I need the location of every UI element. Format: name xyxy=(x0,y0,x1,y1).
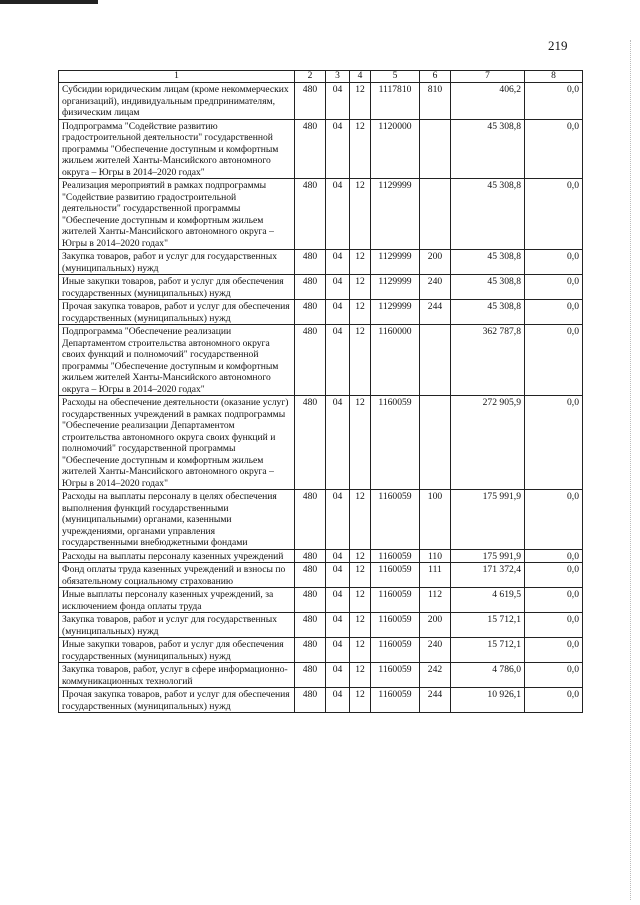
amount-2: 0,0 xyxy=(525,83,583,120)
amount: 45 308,8 xyxy=(451,250,525,275)
column-header-8: 8 xyxy=(525,71,583,83)
code-subsection: 12 xyxy=(350,250,371,275)
amount-2: 0,0 xyxy=(525,663,583,688)
row-name: Прочая закупка товаров, работ и услуг для обеспечения государственных (муниципальных) нужд xyxy=(59,300,295,325)
code-target: 1160059 xyxy=(371,663,420,688)
scan-edge-mark xyxy=(0,0,98,4)
code-section: 04 xyxy=(326,688,350,713)
table-row xyxy=(59,275,583,300)
code-section: 04 xyxy=(326,250,350,275)
code-subsection: 12 xyxy=(350,563,371,588)
code-expense-type: 111 xyxy=(420,563,451,588)
code-admin: 480 xyxy=(295,119,326,179)
code-subsection: 12 xyxy=(350,300,371,325)
code-section: 04 xyxy=(326,588,350,613)
code-admin: 480 xyxy=(295,83,326,120)
code-section: 04 xyxy=(326,613,350,638)
code-target: 1160059 xyxy=(371,613,420,638)
column-header-2: 2 xyxy=(295,71,326,83)
table-row xyxy=(59,549,583,563)
code-expense-type: 100 xyxy=(420,490,451,550)
code-expense-type: 110 xyxy=(420,549,451,563)
code-section: 04 xyxy=(326,396,350,490)
row-name: Прочая закупка товаров, работ и услуг для обеспечения государственных (муниципальных) нужд xyxy=(59,688,295,713)
code-subsection: 12 xyxy=(350,613,371,638)
code-target: 1160059 xyxy=(371,588,420,613)
code-subsection: 12 xyxy=(350,588,371,613)
code-subsection: 12 xyxy=(350,275,371,300)
amount-2: 0,0 xyxy=(525,396,583,490)
code-section: 04 xyxy=(326,663,350,688)
amount-2: 0,0 xyxy=(525,250,583,275)
table-row xyxy=(59,563,583,588)
code-target: 1129999 xyxy=(371,300,420,325)
code-target: 1160059 xyxy=(371,490,420,550)
amount: 15 712,1 xyxy=(451,613,525,638)
code-expense-type: 112 xyxy=(420,588,451,613)
code-target: 1160059 xyxy=(371,549,420,563)
code-expense-type xyxy=(420,179,451,250)
table-row xyxy=(59,250,583,275)
row-name: Иные закупки товаров, работ и услуг для обеспечения государственных (муниципальных) нужд xyxy=(59,275,295,300)
code-subsection: 12 xyxy=(350,663,371,688)
amount: 362 787,8 xyxy=(451,325,525,396)
code-expense-type xyxy=(420,119,451,179)
amount: 10 926,1 xyxy=(451,688,525,713)
amount: 4 619,5 xyxy=(451,588,525,613)
row-name: Закупка товаров, работ, услуг в сфере информационно-коммуникационных технологий xyxy=(59,663,295,688)
code-target: 1120000 xyxy=(371,119,420,179)
row-name: Расходы на выплаты персоналу в целях обеспечения выполнения функций государственными (муниципальными) органами, казенными учреждениями, органами управления государственными внебюджетными фондами xyxy=(59,490,295,550)
amount-2: 0,0 xyxy=(525,325,583,396)
amount: 45 308,8 xyxy=(451,300,525,325)
budget-table xyxy=(58,70,583,713)
table-row xyxy=(59,83,583,120)
table-row xyxy=(59,613,583,638)
row-name: Субсидии юридическим лицам (кроме некоммерческих организаций), индивидуальным предпринимателям, физическим лицам xyxy=(59,83,295,120)
amount: 175 991,9 xyxy=(451,549,525,563)
code-admin: 480 xyxy=(295,549,326,563)
code-expense-type: 244 xyxy=(420,300,451,325)
column-header-1: 1 xyxy=(59,71,295,83)
code-admin: 480 xyxy=(295,563,326,588)
code-section: 04 xyxy=(326,490,350,550)
code-section: 04 xyxy=(326,325,350,396)
code-target: 1117810 xyxy=(371,83,420,120)
code-section: 04 xyxy=(326,549,350,563)
code-admin: 480 xyxy=(295,688,326,713)
code-target: 1160059 xyxy=(371,396,420,490)
amount-2: 0,0 xyxy=(525,300,583,325)
amount: 171 372,4 xyxy=(451,563,525,588)
code-admin: 480 xyxy=(295,396,326,490)
code-admin: 480 xyxy=(295,325,326,396)
code-expense-type: 244 xyxy=(420,688,451,713)
code-target: 1129999 xyxy=(371,250,420,275)
code-target: 1129999 xyxy=(371,179,420,250)
row-name: Расходы на выплаты персоналу казенных учреждений xyxy=(59,549,295,563)
table-row xyxy=(59,638,583,663)
margin-line xyxy=(630,40,631,900)
code-subsection: 12 xyxy=(350,638,371,663)
amount-2: 0,0 xyxy=(525,549,583,563)
row-name: Реализация мероприятий в рамках подпрограммы "Содействие развитию градостроительной деятельности" государственной программы "Обеспечение доступным и комфортным жильем жителей Ханты-Мансийского автономного округа – Югры в 2014–2020 годах" xyxy=(59,179,295,250)
code-section: 04 xyxy=(326,275,350,300)
table-row xyxy=(59,490,583,550)
code-admin: 480 xyxy=(295,250,326,275)
code-admin: 480 xyxy=(295,275,326,300)
amount: 175 991,9 xyxy=(451,490,525,550)
code-section: 04 xyxy=(326,300,350,325)
amount: 45 308,8 xyxy=(451,119,525,179)
amount: 4 786,0 xyxy=(451,663,525,688)
code-admin: 480 xyxy=(295,588,326,613)
amount: 406,2 xyxy=(451,83,525,120)
code-admin: 480 xyxy=(295,300,326,325)
amount-2: 0,0 xyxy=(525,563,583,588)
code-section: 04 xyxy=(326,638,350,663)
row-name: Иные закупки товаров, работ и услуг для обеспечения государственных (муниципальных) нужд xyxy=(59,638,295,663)
column-header-5: 5 xyxy=(371,71,420,83)
code-target: 1160059 xyxy=(371,688,420,713)
table-row xyxy=(59,325,583,396)
amount-2: 0,0 xyxy=(525,119,583,179)
code-subsection: 12 xyxy=(350,396,371,490)
amount: 272 905,9 xyxy=(451,396,525,490)
code-admin: 480 xyxy=(295,490,326,550)
code-target: 1129999 xyxy=(371,275,420,300)
code-subsection: 12 xyxy=(350,119,371,179)
table-row xyxy=(59,396,583,490)
code-expense-type: 810 xyxy=(420,83,451,120)
table-row xyxy=(59,588,583,613)
code-target: 1160000 xyxy=(371,325,420,396)
row-name: Фонд оплаты труда казенных учреждений и взносы по обязательному социальному страхованию xyxy=(59,563,295,588)
code-target: 1160059 xyxy=(371,638,420,663)
code-expense-type: 242 xyxy=(420,663,451,688)
page-number: 219 xyxy=(548,38,568,53)
amount-2: 0,0 xyxy=(525,275,583,300)
code-section: 04 xyxy=(326,563,350,588)
code-admin: 480 xyxy=(295,613,326,638)
code-expense-type: 200 xyxy=(420,613,451,638)
table-row xyxy=(59,300,583,325)
code-subsection: 12 xyxy=(350,83,371,120)
amount: 15 712,1 xyxy=(451,638,525,663)
amount-2: 0,0 xyxy=(525,179,583,250)
code-target: 1160059 xyxy=(371,563,420,588)
row-name: Закупка товаров, работ и услуг для государственных (муниципальных) нужд xyxy=(59,613,295,638)
code-section: 04 xyxy=(326,83,350,120)
column-header-4: 4 xyxy=(350,71,371,83)
code-expense-type xyxy=(420,396,451,490)
row-name: Подпрограмма "Содействие развитию градостроительной деятельности" государственной программы "Обеспечение доступным и комфортным жильем жителей Ханты-Мансийского автономного округа – Югры в 2014–2020 годах" xyxy=(59,119,295,179)
code-section: 04 xyxy=(326,179,350,250)
row-name: Закупка товаров, работ и услуг для государственных (муниципальных) нужд xyxy=(59,250,295,275)
table-body xyxy=(59,83,583,713)
amount: 45 308,8 xyxy=(451,179,525,250)
amount: 45 308,8 xyxy=(451,275,525,300)
code-admin: 480 xyxy=(295,179,326,250)
code-subsection: 12 xyxy=(350,549,371,563)
header-row xyxy=(59,71,583,83)
table-row xyxy=(59,179,583,250)
row-name: Иные выплаты персоналу казенных учреждений, за исключением фонда оплаты труда xyxy=(59,588,295,613)
code-expense-type xyxy=(420,325,451,396)
column-header-3: 3 xyxy=(326,71,350,83)
amount-2: 0,0 xyxy=(525,490,583,550)
code-subsection: 12 xyxy=(350,325,371,396)
code-admin: 480 xyxy=(295,638,326,663)
amount-2: 0,0 xyxy=(525,638,583,663)
row-name: Расходы на обеспечение деятельности (оказание услуг) государственных учреждений в рамках подпрограммы "Обеспечение реализации Департаментом строительства автономного округа своих функций и полномочий" государственной программы "Обеспечение доступным и комфортным жильем жителей Ханты-Мансийского автономного округа – Югры в 2014–2020 годах" xyxy=(59,396,295,490)
code-admin: 480 xyxy=(295,663,326,688)
table-row xyxy=(59,119,583,179)
amount-2: 0,0 xyxy=(525,688,583,713)
code-subsection: 12 xyxy=(350,179,371,250)
amount-2: 0,0 xyxy=(525,613,583,638)
column-header-6: 6 xyxy=(420,71,451,83)
column-header-7: 7 xyxy=(451,71,525,83)
code-section: 04 xyxy=(326,119,350,179)
code-expense-type: 240 xyxy=(420,275,451,300)
code-subsection: 12 xyxy=(350,688,371,713)
table-row xyxy=(59,663,583,688)
code-expense-type: 200 xyxy=(420,250,451,275)
row-name: Подпрограмма "Обеспечение реализации Департаментом строительства автономного округа своих функций и полномочий" государственной программы "Обеспечение доступным и комфортным жильем жителей Ханты-Мансийского автономного округа – Югры в 2014–2020 годах" xyxy=(59,325,295,396)
code-subsection: 12 xyxy=(350,490,371,550)
code-expense-type: 240 xyxy=(420,638,451,663)
amount-2: 0,0 xyxy=(525,588,583,613)
table-row xyxy=(59,688,583,713)
